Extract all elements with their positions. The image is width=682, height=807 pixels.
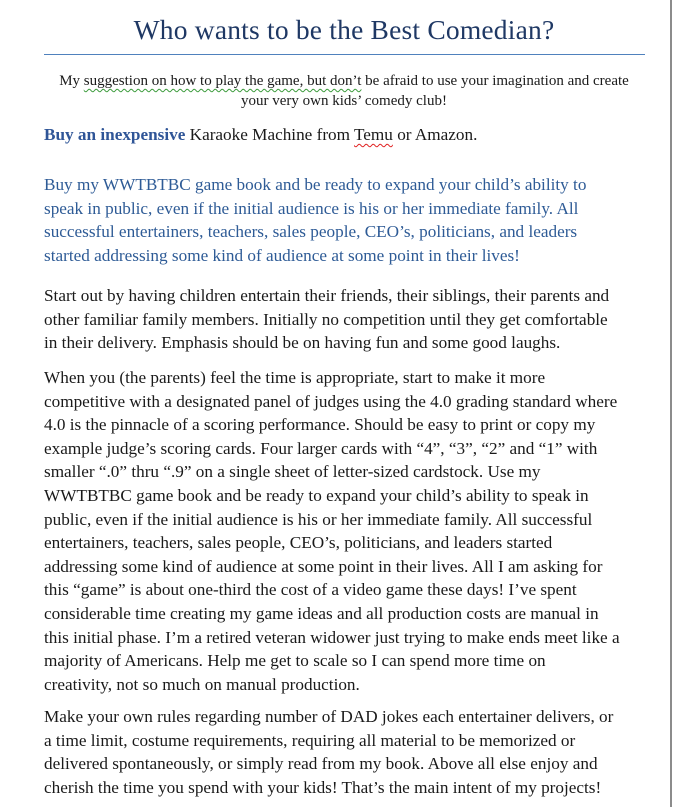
paragraph-line: this “game” is about one-third the cost of a video game these days! I’ve spent — [44, 580, 577, 600]
paragraph-line: Start out by having children entertain their friends, their siblings, their parents and — [44, 286, 610, 305]
paragraph-line: WWTBTBC game book and be ready to expand your child’s ability to speak in — [44, 485, 589, 505]
paragraph-line: other familiar family members. Initially no competition until they get comfortable — [44, 309, 608, 329]
paragraph-line: started addressing some kind of audience at some point in their lives! — [44, 245, 520, 265]
paragraph-line: Make your own rules regarding number of DAD jokes each entertainer delivers, or — [44, 707, 614, 726]
paragraph-line: in their delivery. Emphasis should be on having fun and some good laughs. — [44, 333, 561, 353]
blue-paragraph — [44, 173, 644, 267]
page-title: Who wants to be the Best Comedian? — [133, 14, 555, 45]
paragraph-line: successful entertainers, teachers, sales people, CEO’s, politicians, and leaders — [44, 222, 578, 242]
spelling-flagged-word[interactable]: Temu — [354, 125, 393, 144]
paragraph-line: this initial phase. I’m a retired veteran widower just trying to make ends meet like a — [44, 627, 620, 647]
paragraph-line: addressing some kind of audience at some point in their lives. All I am asking for — [44, 556, 603, 576]
paragraph-start-out — [44, 284, 656, 355]
paragraph-line: cherish the time you spend with your kids! That’s the main intent of my projects! — [44, 777, 602, 797]
paragraph-line: majority of Americans. Help me get to scale so I can spend more time on — [44, 651, 546, 671]
subtitle — [30, 71, 658, 111]
buy-text2: or Amazon. — [392, 125, 478, 144]
paragraph-line: When you (the parents) feel the time is appropriate, start to make it more — [44, 368, 546, 387]
paragraph-line: Buy my WWTBTBC game book and be ready to expand your child’s ability to — [44, 175, 587, 194]
paragraph-line: entertainers, teachers, sales people, CEO’s, politicians, and leaders started — [44, 533, 553, 553]
paragraph-line: creativity, not so much on manual production. — [44, 674, 360, 694]
paragraph-line: public, even if the initial audience is his or her immediate family. All successful — [44, 509, 593, 529]
subtitle-part2: be afraid to use your imagination and create — [361, 73, 629, 89]
paragraph-line: delivered spontaneously, or simply read from my book. Above all else enjoy and — [44, 754, 598, 774]
subtitle-part1: My — [59, 73, 84, 89]
subtitle-line2: your very own kids’ comedy club! — [241, 93, 447, 109]
paragraph-line: smaller “.0” thru “.9” on a single sheet of letter-sized cardstock. Use my — [44, 462, 541, 482]
paragraph-line: speak in public, even if the initial audience is his or her immediate family. All — [44, 198, 579, 218]
paragraph-line: a time limit, costume requirements, requiring all material to be memorized or — [44, 730, 576, 750]
grammar-flagged-text[interactable]: suggestion on how to play the game, but don’t — [83, 73, 362, 89]
buy-text1: Karaoke Machine from — [185, 125, 354, 144]
buy-lead-bold: Buy an inexpensive — [44, 125, 186, 144]
paragraph-line: considerable time creating my game ideas and all production costs are manual in — [44, 603, 599, 623]
paragraph-line: example judge’s scoring cards. Four larger cards with “4”, “3”, “2” and “1” with — [44, 438, 598, 458]
paragraph-competition — [44, 366, 656, 696]
paragraph-line: competitive with a designated panel of judges using the 4.0 grading standard where — [44, 391, 618, 411]
title-underline — [44, 54, 645, 55]
paragraph-rules — [44, 705, 656, 799]
paragraph-line: 4.0 is the pinnacle of a scoring performance. Should be easy to print or copy my — [44, 415, 596, 435]
buy-karaoke-line — [44, 124, 654, 146]
